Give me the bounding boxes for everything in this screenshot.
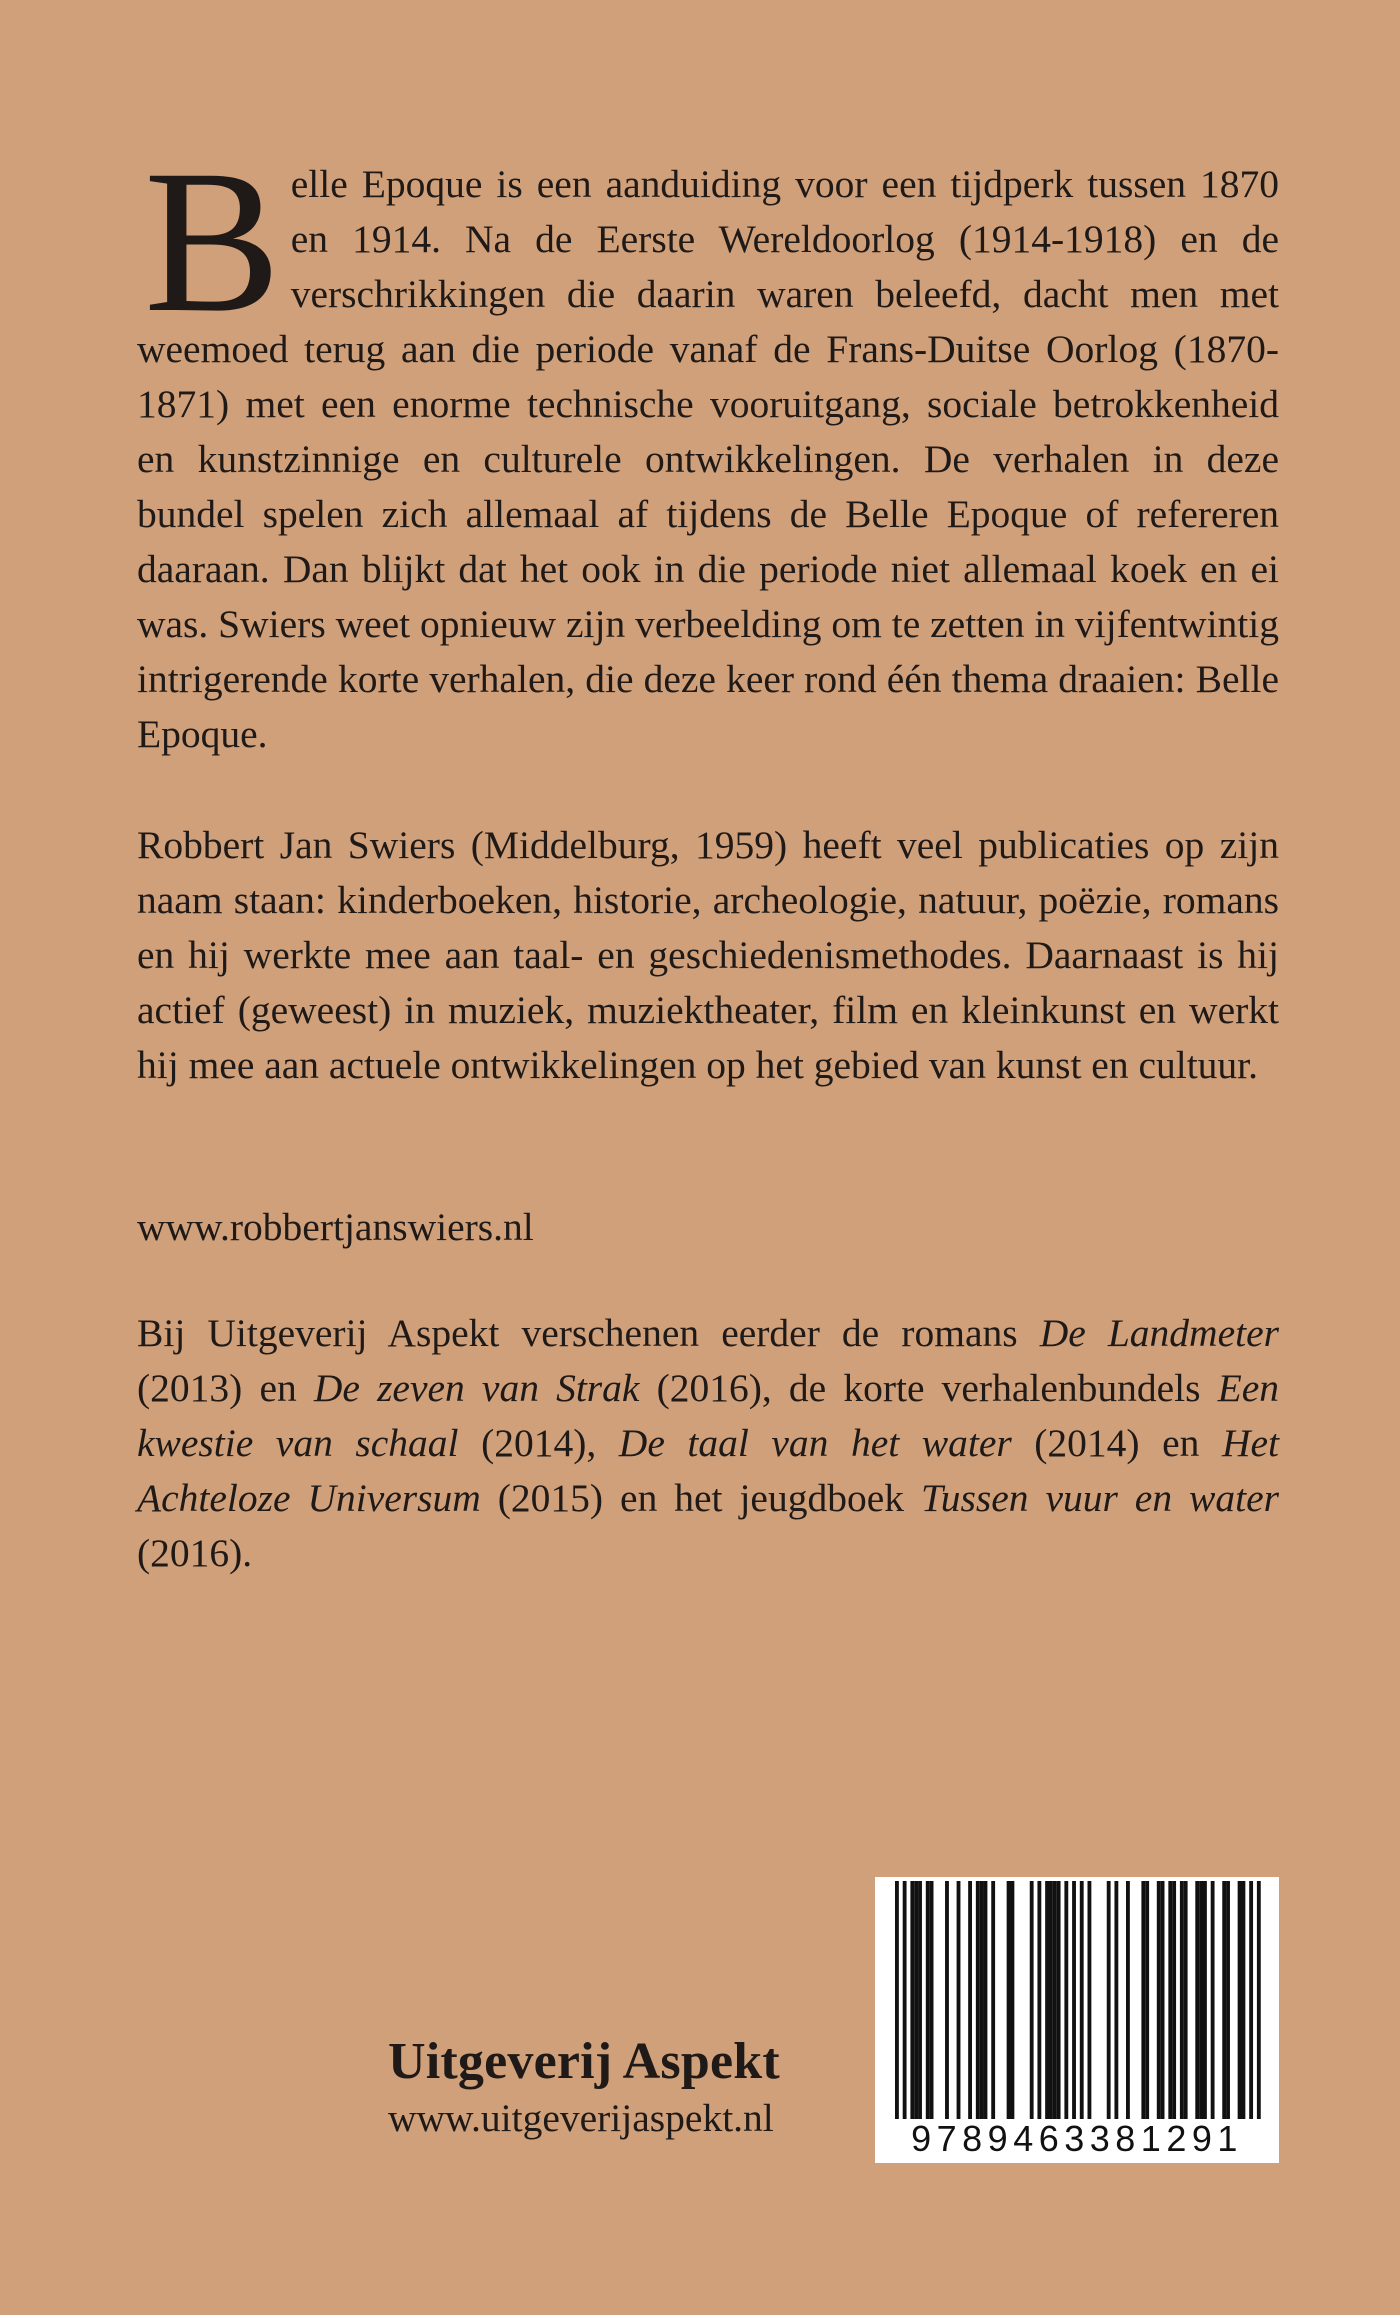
barcode-bar (1037, 1881, 1041, 2119)
barcode-bar (1157, 1881, 1161, 2119)
book-title: Tussen vuur en water (920, 1476, 1280, 1520)
barcode-bar (1011, 1881, 1015, 2119)
previous-books-paragraph (137, 1306, 1279, 1581)
publisher-url: www.uitgeverijaspekt.nl (388, 2096, 774, 2140)
barcode-bar (1257, 1881, 1261, 2157)
barcode-bar (1030, 1881, 1034, 2119)
barcode-bar (1007, 1881, 1011, 2119)
book-year: (2016). (137, 1531, 253, 1575)
book-year: (2015) en het jeugdboek (497, 1476, 904, 1520)
book-title: De Landmeter (1039, 1311, 1279, 1355)
books-intro: Bij Uitgeverij Aspekt verschenen eerder de romans (137, 1311, 1018, 1355)
barcode-bar (945, 1881, 949, 2119)
intro-text: elle Epoque is een aanduiding voor een tijdperk tussen 1870 en 1914. Na de Eerste Wereldoorlog (1914-1918) en de verschrikkingen die daarin waren beleefd, dacht men met weemoed terug aan die periode vanaf de Frans-Duitse Oorlog (1870-1871) met een enorme technische vooruitgang, sociale betrokkenheid en kunstzinnige en culturele ontwikkelingen. De verhalen in deze bundel spelen zich allemaal af tijdens de Belle Epoque of refereren daaraan. Dan blijkt dat het ook in die periode niet allemaal koek en ei was. Swiers weet opnieuw zijn verbeelding om te zetten in vijfentwintig intrigerende korte verhalen, die deze keer rond één thema draaien: Belle Epoque. (137, 162, 1279, 756)
book-year: (2014) en (1034, 1421, 1200, 1465)
barcode-bar (1145, 1881, 1149, 2119)
barcode-bar (1199, 1881, 1203, 2119)
barcode-bar (1064, 1881, 1068, 2119)
author-bio-text: Robbert Jan Swiers (Middelburg, 1959) heeft veel publicaties op zijn naam staan: kinderboeken, historie, archeologie, natuur, poëzie, romans en hij werkte mee aan taal- en geschiedenismethodes. Daarnaast is hij actief (geweest) in muziek, muziektheater, film en kleinkunst en werkt hij mee aan actuele ontwikkelingen op het gebied van kunst en cultuur. (137, 823, 1279, 1087)
barcode-bar (1045, 1881, 1049, 2119)
barcode-bar (1161, 1881, 1165, 2119)
isbn-barcode (875, 1877, 1279, 2163)
barcode-bar (1222, 1881, 1226, 2119)
barcode-bar (980, 1881, 984, 2119)
barcode-bar (1168, 1881, 1172, 2119)
intro-paragraph (137, 128, 1279, 762)
barcode-bar (1072, 1881, 1076, 2157)
barcode-bar (1172, 1881, 1176, 2119)
book-year: (2016), de korte verhalenbundels (656, 1366, 1201, 1410)
barcode-bar (1203, 1881, 1207, 2119)
drop-cap: B (144, 128, 281, 355)
barcode-bar (1238, 1881, 1242, 2119)
barcode-bar (930, 1881, 934, 2119)
barcode-bar (1242, 1881, 1246, 2119)
book-title: De zeven van Strak (313, 1366, 640, 1410)
barcode-bar (1180, 1881, 1184, 2119)
barcode-bar (1080, 1881, 1084, 2157)
barcode-bar (1141, 1881, 1145, 2119)
barcode-bar (926, 1881, 930, 2119)
author-bio-paragraph (137, 818, 1279, 1093)
barcode-bar (957, 1881, 961, 2119)
barcode-bar (1053, 1881, 1057, 2119)
barcode-bar (895, 1881, 899, 2157)
barcode-bar (991, 1881, 995, 2119)
barcode-bar (914, 1881, 918, 2119)
book-title: De taal van het water (618, 1421, 1012, 1465)
barcode-bar (903, 1881, 907, 2157)
barcode-bar (1057, 1881, 1061, 2119)
publisher-block (388, 2032, 818, 2144)
book-year: (2013) en (137, 1366, 297, 1410)
author-website: www.robbertjanswiers.nl (137, 1205, 534, 1249)
book-title: Het Achteloze Universum (137, 1421, 1280, 1520)
barcode-bar (1088, 1881, 1092, 2119)
barcode-bar (984, 1881, 988, 2119)
barcode-bar (976, 1881, 980, 2119)
barcode-bar (1184, 1881, 1188, 2119)
isbn-digits: 9789463381291 (875, 2119, 1279, 2159)
barcode-bar (1211, 1881, 1215, 2119)
barcode-bar (1249, 1881, 1253, 2157)
barcode-bar (1195, 1881, 1199, 2119)
book-title: Een kwestie van schaal (137, 1366, 1280, 1465)
barcode-bar (910, 1881, 914, 2119)
barcode-bar (1226, 1881, 1230, 2119)
barcode-bar (968, 1881, 972, 2119)
publisher-name: Uitgeverij Aspekt (388, 2033, 780, 2090)
book-year: (2014), (481, 1421, 597, 1465)
barcode-bar (1114, 1881, 1118, 2119)
barcode-bar (918, 1881, 922, 2119)
barcode-bar (1049, 1881, 1053, 2119)
barcode-bar (1107, 1881, 1111, 2119)
barcode-bar (1126, 1881, 1130, 2119)
